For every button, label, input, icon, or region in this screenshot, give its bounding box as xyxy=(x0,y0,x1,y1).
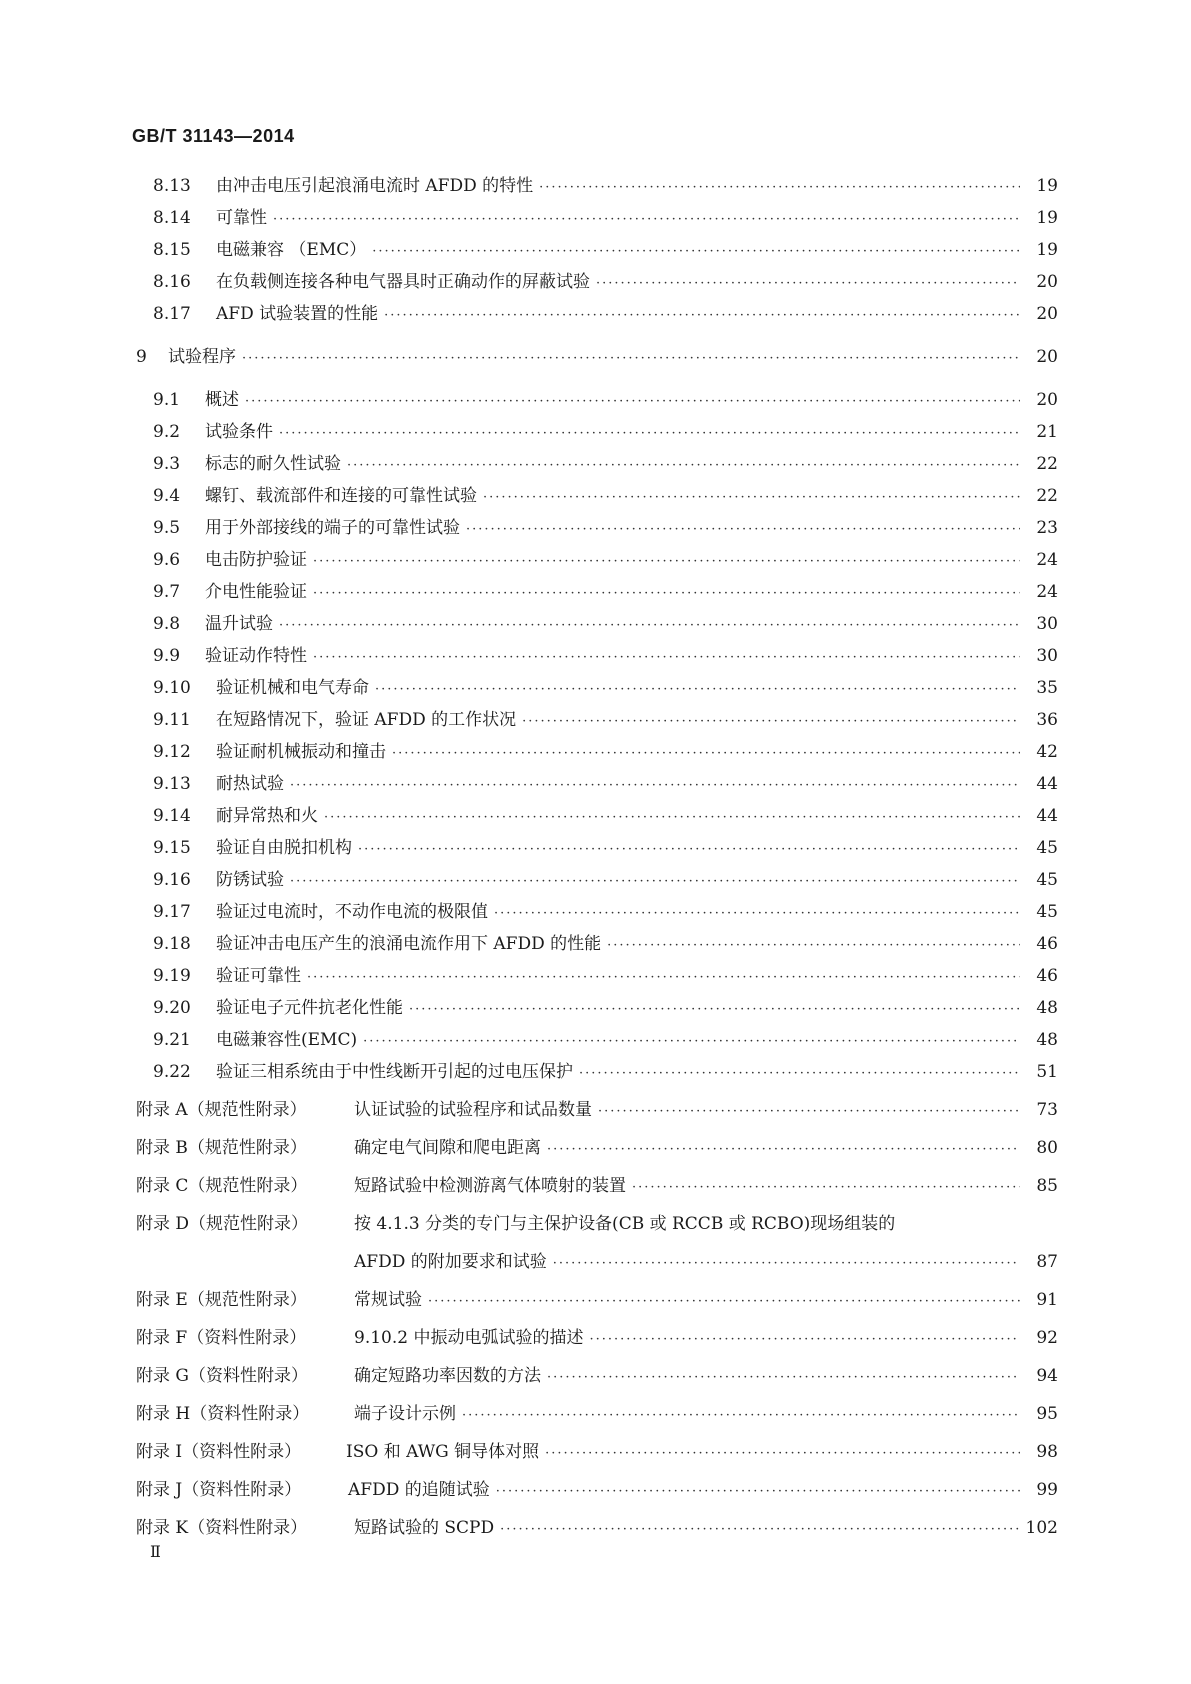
toc-leader-dots xyxy=(500,1519,1020,1541)
toc-entry-number: 9.10 xyxy=(153,678,191,698)
toc-leader-dots xyxy=(324,807,1020,829)
toc-entry-page: 95 xyxy=(1036,1404,1058,1424)
toc-entry-number: 8.15 xyxy=(153,240,191,260)
toc-entry-page: 44 xyxy=(1036,806,1058,826)
toc-entry-appendix-d[interactable] xyxy=(136,1213,1058,1235)
toc-leader-dots xyxy=(553,1253,1020,1275)
toc-entry-page: 20 xyxy=(1036,304,1058,324)
toc-entry-number: 9.15 xyxy=(153,838,191,858)
toc-entry-title: 温升试验 xyxy=(205,614,273,634)
toc-entry-9-21[interactable] xyxy=(153,1029,1058,1051)
toc-leader-dots xyxy=(607,935,1020,957)
toc-leader-dots xyxy=(596,273,1020,295)
toc-leader-dots xyxy=(279,423,1020,445)
toc-leader-dots xyxy=(598,1101,1020,1123)
toc-entry-appendix-a[interactable] xyxy=(136,1099,1058,1121)
toc-leader-dots xyxy=(545,1443,1020,1465)
toc-entry-9-9[interactable] xyxy=(153,645,1058,667)
toc-entry-number: 8.17 xyxy=(153,304,191,324)
toc-entry-number: 9.9 xyxy=(153,646,181,666)
toc-entry-title: 9.10.2 中振动电弧试验的描述 xyxy=(354,1328,584,1348)
toc-entry-9-12[interactable] xyxy=(153,741,1058,763)
toc-leader-dots xyxy=(290,871,1020,893)
toc-entry-9-3[interactable] xyxy=(153,453,1058,475)
toc-entry-page: 91 xyxy=(1036,1290,1058,1310)
toc-entry-page: 92 xyxy=(1036,1328,1058,1348)
toc-leader-dots xyxy=(466,519,1020,541)
toc-leader-dots xyxy=(313,583,1020,605)
toc-entry-number: 附录 K（资料性附录） xyxy=(136,1518,308,1538)
toc-entry-number: 附录 I（资料性附录） xyxy=(136,1442,302,1462)
toc-entry-page: 48 xyxy=(1036,998,1058,1018)
toc-entry-number: 附录 D（规范性附录） xyxy=(136,1214,309,1234)
toc-entry-number: 8.13 xyxy=(153,176,191,196)
toc-entry-title: ISO 和 AWG 铜导体对照 xyxy=(346,1442,540,1462)
toc-entry-title: 端子设计示例 xyxy=(354,1404,456,1424)
toc-entry-9-20[interactable] xyxy=(153,997,1058,1019)
toc-entry-page: 19 xyxy=(1036,208,1058,228)
toc-leader-dots xyxy=(547,1367,1020,1389)
toc-leader-dots xyxy=(539,177,1020,199)
toc-entry-page: 99 xyxy=(1036,1480,1058,1500)
toc-entry-page: 24 xyxy=(1036,582,1058,602)
toc-entry-title: 试验程序 xyxy=(168,347,236,367)
toc-entry-title: 可靠性 xyxy=(216,208,267,228)
toc-entry-title: 在短路情况下，验证 AFDD 的工作状况 xyxy=(216,710,517,730)
toc-entry-page: 20 xyxy=(1036,347,1058,367)
toc-entry-page: 21 xyxy=(1036,422,1058,442)
toc-entry-title: 耐异常热和火 xyxy=(216,806,318,826)
toc-entry-page: 45 xyxy=(1036,870,1058,890)
toc-entry-title: 防锈试验 xyxy=(216,870,284,890)
toc-entry-9-16[interactable] xyxy=(153,869,1058,891)
toc-entry-number: 9.18 xyxy=(153,934,191,954)
toc-entry-title: 在负载侧连接各种电气器具时正确动作的屏蔽试验 xyxy=(216,272,590,292)
toc-entry-title: 按 4.1.3 分类的专门与主保护设备(CB 或 RCCB 或 RCBO)现场组装的 xyxy=(354,1214,896,1234)
toc-entry-8-15[interactable] xyxy=(153,239,1058,261)
toc-entry-page: 19 xyxy=(1036,176,1058,196)
toc-entry-number: 9.12 xyxy=(153,742,191,762)
toc-entry-title: AFDD 的追随试验 xyxy=(348,1480,490,1500)
toc-entry-8-16[interactable] xyxy=(153,271,1058,293)
toc-entry-page: 102 xyxy=(1025,1518,1058,1538)
toc-leader-dots xyxy=(632,1177,1020,1199)
toc-entry-title: 验证电子元件抗老化性能 xyxy=(216,998,403,1018)
toc-entry-title: 电磁兼容 （EMC） xyxy=(216,240,367,260)
toc-entry-title: 验证自由脱扣机构 xyxy=(216,838,352,858)
toc-entry-appendix-b[interactable] xyxy=(136,1137,1058,1159)
toc-leader-dots xyxy=(428,1291,1020,1313)
toc-leader-dots xyxy=(462,1405,1020,1427)
toc-entry-9-4[interactable] xyxy=(153,485,1058,507)
toc-entry-number: 9.4 xyxy=(153,486,181,506)
toc-entry-title: 短路试验中检测游离气体喷射的装置 xyxy=(354,1176,626,1196)
page-number-footer: Ⅱ xyxy=(150,1542,161,1561)
toc-entry-appendix-e[interactable] xyxy=(136,1289,1058,1311)
toc-entry-title: 螺钉、载流部件和连接的可靠性试验 xyxy=(205,486,477,506)
toc-entry-9-5[interactable] xyxy=(153,517,1058,539)
toc-entry-appendix-f[interactable] xyxy=(136,1327,1058,1349)
toc-leader-dots xyxy=(242,348,1020,370)
toc-entry-9[interactable] xyxy=(136,346,1058,368)
toc-entry-9-17[interactable] xyxy=(153,901,1058,923)
toc-leader-dots xyxy=(392,743,1020,765)
toc-entry-title: 用于外部接线的端子的可靠性试验 xyxy=(205,518,460,538)
toc-leader-dots xyxy=(273,209,1020,231)
toc-entry-9-1[interactable] xyxy=(153,389,1058,411)
toc-entry-number: 附录 B（规范性附录） xyxy=(136,1138,307,1158)
toc-entry-number: 9.5 xyxy=(153,518,181,538)
toc-entry-page: 73 xyxy=(1036,1100,1058,1120)
toc-entry-number: 附录 C（规范性附录） xyxy=(136,1176,308,1196)
toc-entry-page: 46 xyxy=(1036,966,1058,986)
toc-leader-dots xyxy=(307,967,1020,989)
toc-entry-number: 9.1 xyxy=(153,390,181,410)
toc-entry-8-17[interactable] xyxy=(153,303,1058,325)
toc-entry-9-7[interactable] xyxy=(153,581,1058,603)
toc-entry-page: 20 xyxy=(1036,272,1058,292)
toc-entry-number: 9.3 xyxy=(153,454,181,474)
toc-entry-page: 45 xyxy=(1036,902,1058,922)
toc-leader-dots xyxy=(483,487,1020,509)
toc-entry-number: 9.21 xyxy=(153,1030,191,1050)
toc-entry-9-14[interactable] xyxy=(153,805,1058,827)
toc-entry-appendix-c[interactable] xyxy=(136,1175,1058,1197)
toc-entry-9-18[interactable] xyxy=(153,933,1058,955)
toc-entry-title: 电磁兼容性(EMC) xyxy=(216,1030,358,1050)
toc-entry-title: 验证耐机械振动和撞击 xyxy=(216,742,386,762)
toc-entry-number: 9 xyxy=(136,347,147,367)
toc-entry-number: 附录 H（资料性附录） xyxy=(136,1404,310,1424)
toc-entry-title: 由冲击电压引起浪涌电流时 AFDD 的特性 xyxy=(216,176,534,196)
toc-entry-page: 20 xyxy=(1036,390,1058,410)
toc-entry-9-19[interactable] xyxy=(153,965,1058,987)
toc-entry-page: 85 xyxy=(1036,1176,1058,1196)
toc-entry-title: 标志的耐久性试验 xyxy=(205,454,341,474)
toc-leader-dots xyxy=(245,391,1020,413)
toc-entry-8-14[interactable] xyxy=(153,207,1058,229)
toc-entry-number: 9.22 xyxy=(153,1062,191,1082)
toc-entry-title: 确定电气间隙和爬电距离 xyxy=(354,1138,541,1158)
toc-leader-dots xyxy=(589,1329,1020,1351)
toc-entry-9-13[interactable] xyxy=(153,773,1058,795)
toc-entry-number: 附录 F（资料性附录） xyxy=(136,1328,307,1348)
toc-entry-9-2[interactable] xyxy=(153,421,1058,443)
toc-entry-number: 9.19 xyxy=(153,966,191,986)
toc-entry-page: 24 xyxy=(1036,550,1058,570)
toc-leader-dots xyxy=(347,455,1020,477)
toc-entry-number: 9.11 xyxy=(153,710,191,730)
toc-entry-title: 验证可靠性 xyxy=(216,966,301,986)
toc-entry-number: 9.17 xyxy=(153,902,191,922)
toc-entry-title: 验证动作特性 xyxy=(205,646,307,666)
toc-entry-number: 附录 J（资料性附录） xyxy=(136,1480,302,1500)
toc-entry-title: AFD 试验装置的性能 xyxy=(216,304,379,324)
toc-entry-title: 短路试验的 SCPD xyxy=(354,1518,495,1538)
toc-entry-title: 介电性能验证 xyxy=(205,582,307,602)
toc-entry-number: 9.6 xyxy=(153,550,181,570)
toc-entry-title: 认证试验的试验程序和试品数量 xyxy=(354,1100,592,1120)
toc-entry-page: 23 xyxy=(1036,518,1058,538)
toc-entry-title: 常规试验 xyxy=(354,1290,422,1310)
toc-entry-title: 电击防护验证 xyxy=(205,550,307,570)
toc-entry-title: 验证冲击电压产生的浪涌电流作用下 AFDD 的性能 xyxy=(216,934,602,954)
toc-entry-page: 87 xyxy=(1036,1252,1058,1272)
toc-leader-dots xyxy=(579,1063,1020,1085)
toc-entry-number: 8.14 xyxy=(153,208,191,228)
toc-entry-appendix-d-continued[interactable] xyxy=(354,1251,1058,1273)
toc-entry-number: 附录 G（资料性附录） xyxy=(136,1366,308,1386)
toc-entry-number: 9.20 xyxy=(153,998,191,1018)
toc-leader-dots xyxy=(522,711,1020,733)
toc-entry-page: 94 xyxy=(1036,1366,1058,1386)
toc-entry-page: 98 xyxy=(1036,1442,1058,1462)
toc-entry-number: 9.13 xyxy=(153,774,191,794)
toc-entry-page: 35 xyxy=(1036,678,1058,698)
toc-leader-dots xyxy=(409,999,1020,1021)
toc-entry-page: 48 xyxy=(1036,1030,1058,1050)
toc-entry-page: 22 xyxy=(1036,486,1058,506)
toc-entry-title: 概述 xyxy=(205,390,239,410)
toc-leader-dots xyxy=(279,615,1020,637)
toc-leader-dots xyxy=(290,775,1020,797)
toc-entry-page: 80 xyxy=(1036,1138,1058,1158)
document-id-header: GB/T 31143—2014 xyxy=(132,126,295,146)
toc-entry-appendix-h[interactable] xyxy=(136,1403,1058,1425)
toc-entry-number: 9.2 xyxy=(153,422,181,442)
toc-entry-9-15[interactable] xyxy=(153,837,1058,859)
toc-entry-appendix-g[interactable] xyxy=(136,1365,1058,1387)
toc-entry-title: 验证过电流时，不动作电流的极限值 xyxy=(216,902,488,922)
toc-entry-number: 附录 E（规范性附录） xyxy=(136,1290,307,1310)
toc-entry-page: 19 xyxy=(1036,240,1058,260)
toc-entry-appendix-k[interactable] xyxy=(136,1517,1058,1539)
toc-entry-page: 42 xyxy=(1036,742,1058,762)
toc-entry-page: 36 xyxy=(1036,710,1058,730)
toc-entry-9-10[interactable] xyxy=(153,677,1058,699)
toc-entry-8-13[interactable] xyxy=(153,175,1058,197)
toc-entry-9-6[interactable] xyxy=(153,549,1058,571)
toc-entry-number: 9.7 xyxy=(153,582,181,602)
toc-entry-page: 22 xyxy=(1036,454,1058,474)
toc-entry-page: 30 xyxy=(1036,646,1058,666)
toc-entry-title: 确定短路功率因数的方法 xyxy=(354,1366,541,1386)
toc-leader-dots xyxy=(384,305,1020,327)
toc-entry-appendix-j[interactable] xyxy=(136,1479,1058,1501)
toc-entry-title: 试验条件 xyxy=(205,422,273,442)
toc-leader-dots xyxy=(494,903,1020,925)
toc-leader-dots xyxy=(363,1031,1020,1053)
toc-entry-title: AFDD 的附加要求和试验 xyxy=(354,1252,547,1272)
toc-entry-number: 9.16 xyxy=(153,870,191,890)
toc-leader-dots xyxy=(547,1139,1020,1161)
toc-leader-dots xyxy=(375,679,1020,701)
toc-leader-dots xyxy=(372,241,1020,263)
toc-entry-page: 46 xyxy=(1036,934,1058,954)
toc-entry-number: 9.8 xyxy=(153,614,181,634)
toc-leader-dots xyxy=(358,839,1020,861)
toc-leader-dots xyxy=(313,647,1020,669)
toc-entry-page: 30 xyxy=(1036,614,1058,634)
toc-entry-page: 51 xyxy=(1036,1062,1058,1082)
toc-entry-number: 附录 A（规范性附录） xyxy=(136,1100,307,1120)
toc-entry-appendix-i[interactable] xyxy=(136,1441,1058,1463)
toc-entry-page: 45 xyxy=(1036,838,1058,858)
toc-entry-title: 耐热试验 xyxy=(216,774,284,794)
toc-entry-9-11[interactable] xyxy=(153,709,1058,731)
toc-entry-number: 9.14 xyxy=(153,806,191,826)
toc-leader-dots xyxy=(496,1481,1020,1503)
toc-entry-9-22[interactable] xyxy=(153,1061,1058,1083)
toc-entry-number: 8.16 xyxy=(153,272,191,292)
toc-entry-title: 验证机械和电气寿命 xyxy=(216,678,369,698)
toc-leader-dots xyxy=(313,551,1020,573)
toc-entry-page: 44 xyxy=(1036,774,1058,794)
toc-entry-9-8[interactable] xyxy=(153,613,1058,635)
toc-entry-title: 验证三相系统由于中性线断开引起的过电压保护 xyxy=(216,1062,573,1082)
